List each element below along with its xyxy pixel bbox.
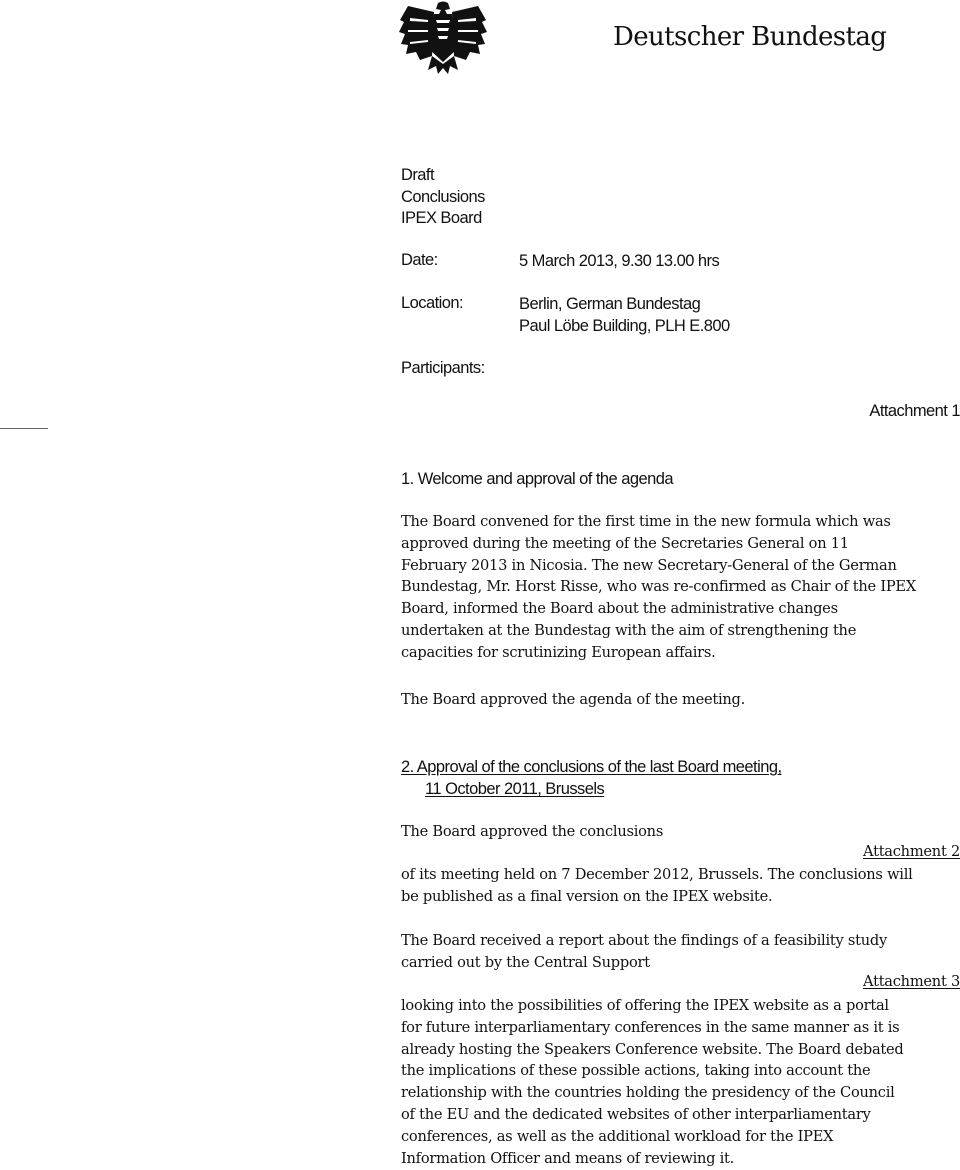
location-value (519, 294, 730, 337)
federal-eagle-icon (398, 0, 488, 76)
text-line: Bundestag, Mr. Horst Risse, who was re-confirmed as Chair of the IPEX (401, 578, 916, 596)
text-line: undertaken at the Bundestag with the aim of strengthening the (401, 621, 857, 639)
margin-rule (0, 428, 48, 429)
text-line: for future interparliamentary conferences in the same manner as it is (401, 1018, 900, 1036)
text-line: of the EU and the dedicated websites of other interparliamentary (401, 1105, 871, 1123)
attachment-2-label: Attachment 2 (863, 843, 960, 860)
heading-line: 11 October 2011, Brussels (425, 780, 605, 798)
text-line: be published as a final version on the IPEX website. (401, 887, 773, 905)
text-line: of its meeting held on 7 December 2012, Brussels. The conclusions will (401, 866, 913, 883)
text-line: relationship with the countries holding the presidency of the Council (401, 1084, 895, 1102)
attachment-1-label: Attachment 1 (869, 402, 960, 420)
section-2-paragraph-2-intro (401, 930, 960, 974)
title-draft: Draft (401, 166, 435, 184)
section-1-paragraph-1 (401, 511, 960, 664)
date-value: 5 March 2013, 9.30 13.00 hrs (519, 252, 720, 270)
attachment-3-label: Attachment 3 (863, 973, 960, 990)
participants-label: Participants: (401, 359, 485, 377)
section-2-heading (401, 756, 781, 800)
section-1-heading: 1. Welcome and approval of the agenda (401, 470, 673, 488)
text-line: The Board approved the conclusions (401, 823, 664, 840)
location-label: Location: (401, 294, 464, 312)
document-title (401, 165, 485, 230)
text-line: The Board received a report about the findings of a feasibility study (401, 932, 887, 949)
location-line: Paul Löbe Building, PLH E.800 (519, 316, 730, 335)
location-line: Berlin, German Bundestag (519, 295, 701, 313)
text-line: The Board approved the agenda of the meeting. (401, 691, 746, 708)
section-1-paragraph-2 (401, 689, 960, 711)
heading-line: 2. Approval of the conclusions of the last Board meeting, (401, 758, 782, 776)
org-name: Deutscher Bundestag (613, 22, 887, 52)
text-line: already hosting the Speakers Conference website. The Board debated (401, 1040, 904, 1058)
text-line: February 2013 in Nicosia. The new Secretary-General of the German (401, 556, 897, 574)
text-line: Board, informed the Board about the administrative changes (401, 600, 838, 618)
text-line: the implications of these possible actions, taking into account the (401, 1062, 871, 1080)
text-line: capacities for scrutinizing European affairs. (401, 643, 716, 661)
section-2-paragraph-2 (401, 995, 960, 1169)
text-line: conferences, as well as the additional workload for the IPEX (401, 1127, 834, 1145)
text-line: carried out by the Central Support (401, 953, 650, 971)
section-2-paragraph-1 (401, 864, 960, 908)
text-line: The Board convened for the first time in the new formula which was (401, 513, 891, 530)
date-label: Date: (401, 251, 438, 269)
title-conclusions: Conclusions (401, 187, 485, 206)
title-ipex-board: IPEX Board (401, 209, 482, 227)
text-line: Information Officer and means of reviewing it. (401, 1149, 735, 1167)
text-line: approved during the meeting of the Secretaries General on 11 (401, 534, 849, 552)
text-line: looking into the possibilities of offering the IPEX website as a portal (401, 997, 889, 1014)
section-2-paragraph-1-intro (401, 821, 960, 843)
